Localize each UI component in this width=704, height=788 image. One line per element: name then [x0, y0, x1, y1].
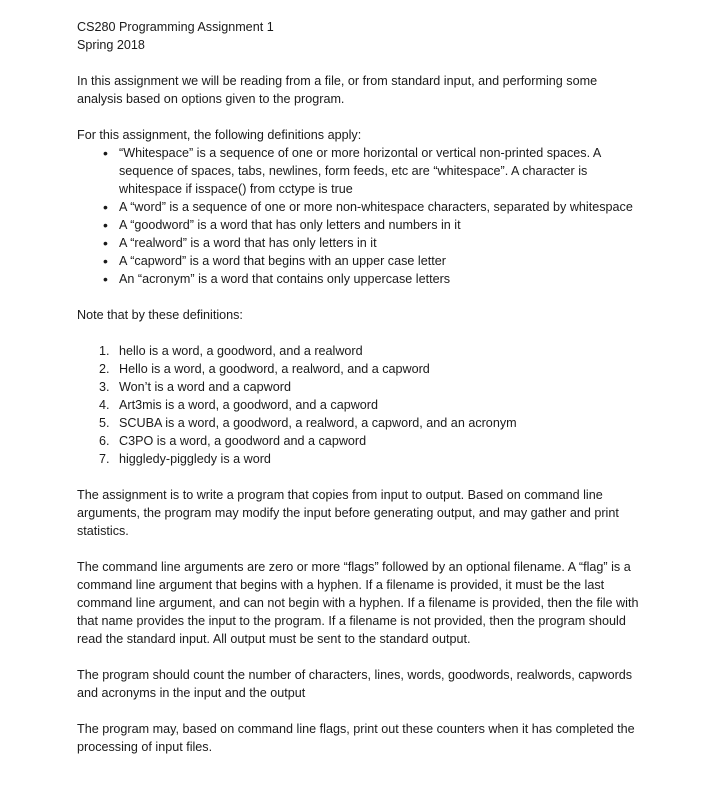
- example-number: 3.: [99, 380, 110, 394]
- example-item: [97, 378, 644, 396]
- example-item: [97, 432, 644, 450]
- definition-item: • A “goodword” is a word that has only letters and numbers in it: [97, 216, 644, 234]
- example-item: [97, 414, 644, 432]
- arguments-paragraph: The command line arguments are zero or more “flags” followed by an optional filename. A “flag” is a command line argument that begins with a hyphen. If a filename is provided, it must be the last command line argument, and can not begin with a hyphen. If a filename is provided, then the file with that name provides the input to the program. If a filename is not provided, then the program should read the standard input. All output must be sent to the standard output.: [77, 560, 639, 646]
- example-number: 1.: [99, 344, 110, 358]
- example-number: 6.: [99, 434, 110, 448]
- examples-section: [77, 306, 644, 468]
- definitions-section: [77, 126, 644, 288]
- example-number: 4.: [99, 398, 110, 412]
- example-number: 7.: [99, 452, 110, 466]
- document-header: [77, 18, 644, 54]
- counting-paragraph: The program should count the number of characters, lines, words, goodwords, realwords, capwords and acronyms in the input and the output: [77, 668, 633, 700]
- example-text: Art3mis is a word, a goodword, and a capword: [119, 398, 379, 412]
- example-text: Hello is a word, a goodword, a realword, and a capword: [119, 362, 430, 376]
- definition-item: • A “realword” is a word that has only letters in it: [97, 234, 644, 252]
- example-text: hello is a word, a goodword, and a realword: [119, 344, 363, 358]
- definition-item: • A “word” is a sequence of one or more non-whitespace characters, separated by whitespace: [97, 198, 644, 216]
- definition-item: • An “acronym” is a word that contains only uppercase letters: [97, 270, 644, 288]
- assignment-paragraph: The assignment is to write a program that copies from input to output. Based on command line arguments, the program may modify the input before generating output, and may gather and print statistics.: [77, 488, 619, 538]
- course-title: CS280 Programming Assignment 1: [77, 20, 274, 34]
- example-text: SCUBA is a word, a goodword, a realword, a capword, and an acronym: [119, 416, 517, 430]
- example-item: [97, 396, 644, 414]
- examples-list: [77, 342, 644, 468]
- printing-paragraph: The program may, based on command line flags, print out these counters when it has completed the processing of input files.: [77, 722, 635, 754]
- definitions-list: [77, 144, 644, 288]
- definition-item: • “Whitespace” is a sequence of one or more horizontal or vertical non-printed spaces. A sequence of spaces, tabs, newlines, form feeds, etc are “whitespace”. A character is whitespace if isspace() from cctype is true: [97, 144, 644, 198]
- example-number: 5.: [99, 416, 110, 430]
- term-label: Spring 2018: [77, 38, 145, 52]
- intro-paragraph: In this assignment we will be reading from a file, or from standard input, and performing some analysis based on options given to the program.: [77, 74, 598, 106]
- definitions-lead: For this assignment, the following definitions apply:: [77, 128, 362, 142]
- example-text: higgledy-piggledy is a word: [119, 452, 271, 466]
- example-text: Won’t is a word and a capword: [119, 380, 291, 394]
- example-item: [97, 360, 644, 378]
- example-number: 2.: [99, 362, 110, 376]
- examples-lead: Note that by these definitions:: [77, 308, 243, 322]
- definition-item: • A “capword” is a word that begins with an upper case letter: [97, 252, 644, 270]
- example-text: C3PO is a word, a goodword and a capword: [119, 434, 367, 448]
- example-item: [97, 450, 644, 468]
- example-item: [97, 342, 644, 360]
